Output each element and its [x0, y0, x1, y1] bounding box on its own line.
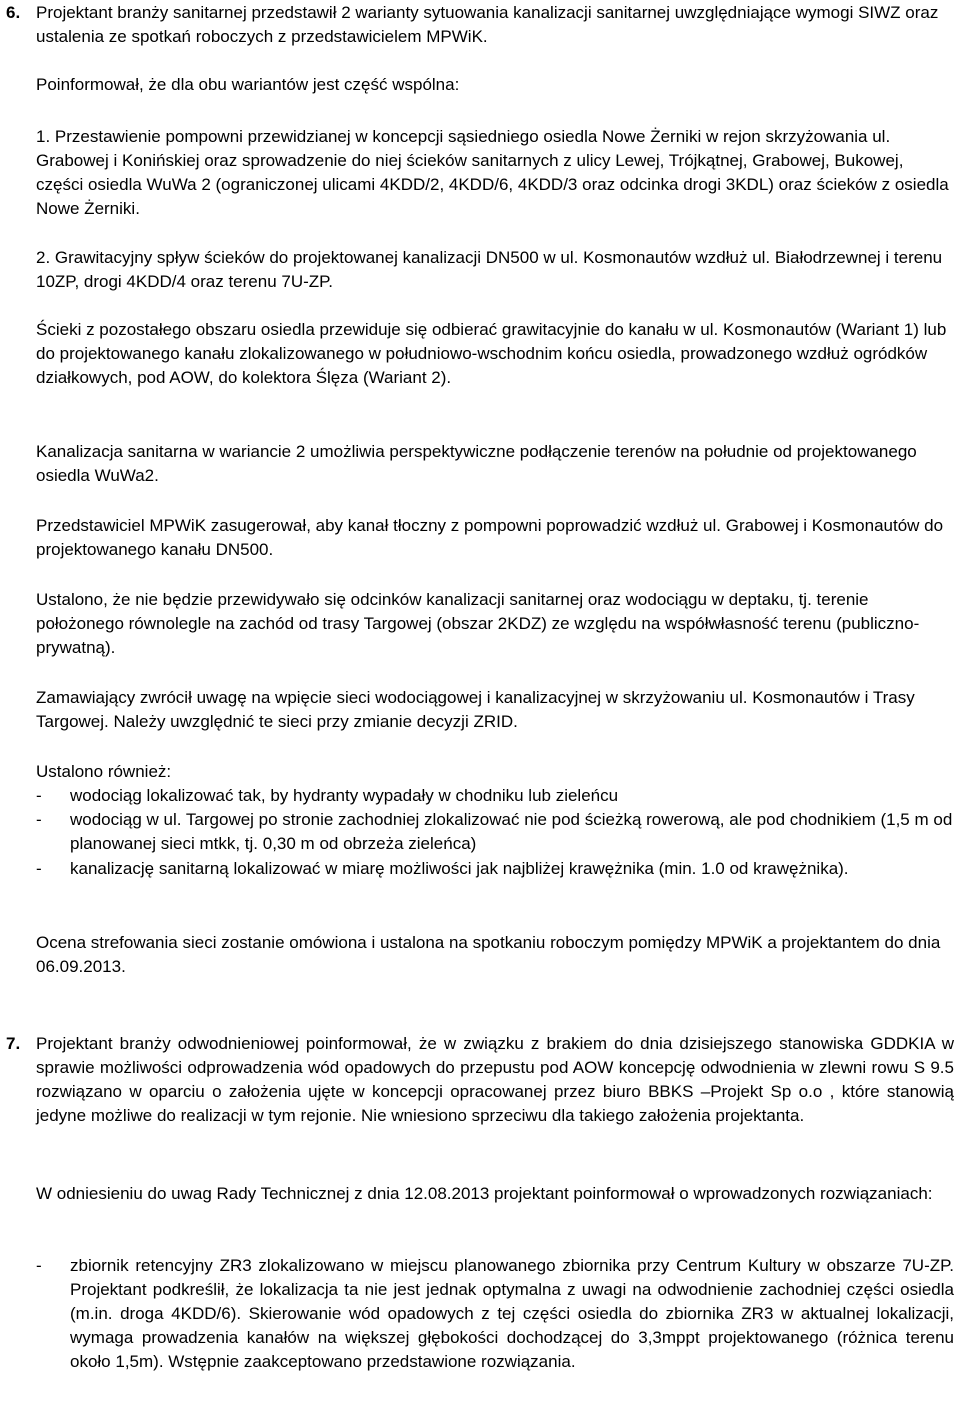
list-item [0, 857, 960, 905]
dash-bullet: - [36, 1256, 42, 1275]
section-number: 6. [6, 3, 21, 22]
section-intro: Projektant branży sanitarnej przedstawił 2 warianty sytuowania kanalizacji sanitarnej uwzględniające wymogi SIWZ oraz ustalenia ze spotkań roboczych z przedstawicielem MPWiK. [36, 3, 939, 46]
list-item-1: 1. Przestawienie pompowni przewidzianej w koncepcji sąsiedniego osiedla Nowe Żerniki w rejon skrzyżowania ul. Grabowej i Konińskiej oraz sprowadzenie do niej ścieków sanitarnych z ulicy Lewej, Trójkątnej, Grabowej, Bukowej, części osiedla WuWa 2 (ograniczonej ulicami 4KDD/2, 4KDD/6, 4KDD/3 oraz odcinka drogi 3KDL) oraz ścieków z osiedla Nowe Żerniki. [36, 127, 949, 218]
list-item-2: 2. Grawitacyjny spływ ścieków do projektowanej kanalizacji DN500 w ul. Kosmonautów wzdłuż ul. Białodrzewnej i terenu 10ZP, drogi 4KDD/4 oraz terenu 7U-ZP. [36, 248, 943, 291]
paragraph-ustalono: Ustalono, że nie będzie przewidywało się odcinków kanalizacji sanitarnej oraz wodociągu w deptaku, tj. terenie położonego równolegle na zachód od trasy Targowej (obszar 2KDZ) ze względu na współwłasność terenu (publiczno-prywatną). [36, 590, 920, 657]
list-item [0, 784, 960, 808]
dash-bullet: - [36, 859, 42, 878]
paragraph-kanalizacja: Kanalizacja sanitarna w wariancie 2 umożliwia perspektywiczne podłączenie terenów na południe od projektowanego osiedla WuWa2. [36, 442, 917, 485]
list-item [0, 1254, 960, 1398]
common-part-paragraph: Poinformował, że dla obu wariantów jest część wspólna: [36, 75, 460, 94]
paragraph-przedstawiciel: Przedstawiciel MPWiK zasugerował, aby kanał tłoczny z pompowni poprowadzić wzdłuż ul. Grabowej i Kosmonautów do projektowanego kanału DN500. [36, 516, 944, 559]
paragraph-odniesienie: W odniesieniu do uwag Rady Technicznej z dnia 12.08.2013 projektant poinformował o wprowadzonych rozwiązaniach: [36, 1184, 933, 1203]
paragraph-scieki: Ścieki z pozostałego obszaru osiedla przewiduje się odbierać grawitacyjnie do kanału w ul. Kosmonautów (Wariant 1) lub do projektowanego kanału zlokalizowanego w południowo-wschodnim końcu osiedla, prowadzonego wzdłuż ogródków działkowych, pod AOW, do kolektora Ślęza (Wariant 2). [36, 320, 947, 387]
bullet-text: zbiornik retencyjny ZR3 zlokalizowano w miejscu planowanego zbiornika przy Centrum Kultury w obszarze 7U-ZP. Projektant podkreślił, że lokalizacja ta nie jest jednak optymalna z uwagi na odwodnienie zachodniej części osiedla (m.in. droga 4KDD/6). Skierowanie wód opadowych z tej części osiedla do zbiornika ZR3 w aktualnej lokalizacji, wymaga prowadzenia kanałów na większej głębokości dochodzącej do 3,3mppt projektowanego (różnica terenu około 1,5m). Wstępnie zaakceptowano przedstawione rozwiązania. [70, 1256, 954, 1371]
section-number: 7. [6, 1034, 21, 1053]
list-item [0, 808, 960, 856]
section-intro: Projektant branży odwodnieniowej poinformował, że w związku z brakiem do dnia dzisiejszego stanowiska GDDKIA w sprawie możliwości odprowadzenia wód opadowych do przepustu pod AOW koncepcję odwodnienia w zlewni rowu S 9.5 rozwiązano w oparciu o założenia ujęte w koncepcji opracowanej przez biuro BBKS –Projekt Sp o.o , które stanowią jedyne możliwe do realizacji w tym rejonie. Nie wniesiono sprzeciwu dla takiego założenia projektanta. [36, 1034, 954, 1125]
dash-bullet: - [36, 786, 42, 805]
also-heading: Ustalono również: [36, 762, 172, 781]
paragraph-ocena: Ocena strefowania sieci zostanie omówiona i ustalona na spotkaniu roboczym pomiędzy MPWiK a projektantem do dnia 06.09.2013. [36, 933, 941, 976]
bullet-text: kanalizację sanitarną lokalizować w miarę możliwości jak najbliżej krawężnika (min. 1.0 od krawężnika). [70, 859, 849, 878]
bullet-text: wodociąg lokalizować tak, by hydranty wypadały w chodniku lub zieleńcu [70, 786, 619, 805]
paragraph-zamawiajacy: Zamawiający zwrócił uwagę na wpięcie sieci wodociągowej i kanalizacyjnej w skrzyżowaniu ul. Kosmonautów i Trasy Targowej. Należy uwzględnić te sieci przy zmianie decyzji ZRID. [36, 688, 915, 731]
dash-bullet: - [36, 810, 42, 829]
bullet-text: wodociąg w ul. Targowej po stronie zachodniej zlokalizować nie pod ścieżką rowerową, ale pod chodnikiem (1,5 m od planowanej sieci mtkk, tj. 0,30 m od obrzeża zieleńca) [70, 810, 953, 853]
